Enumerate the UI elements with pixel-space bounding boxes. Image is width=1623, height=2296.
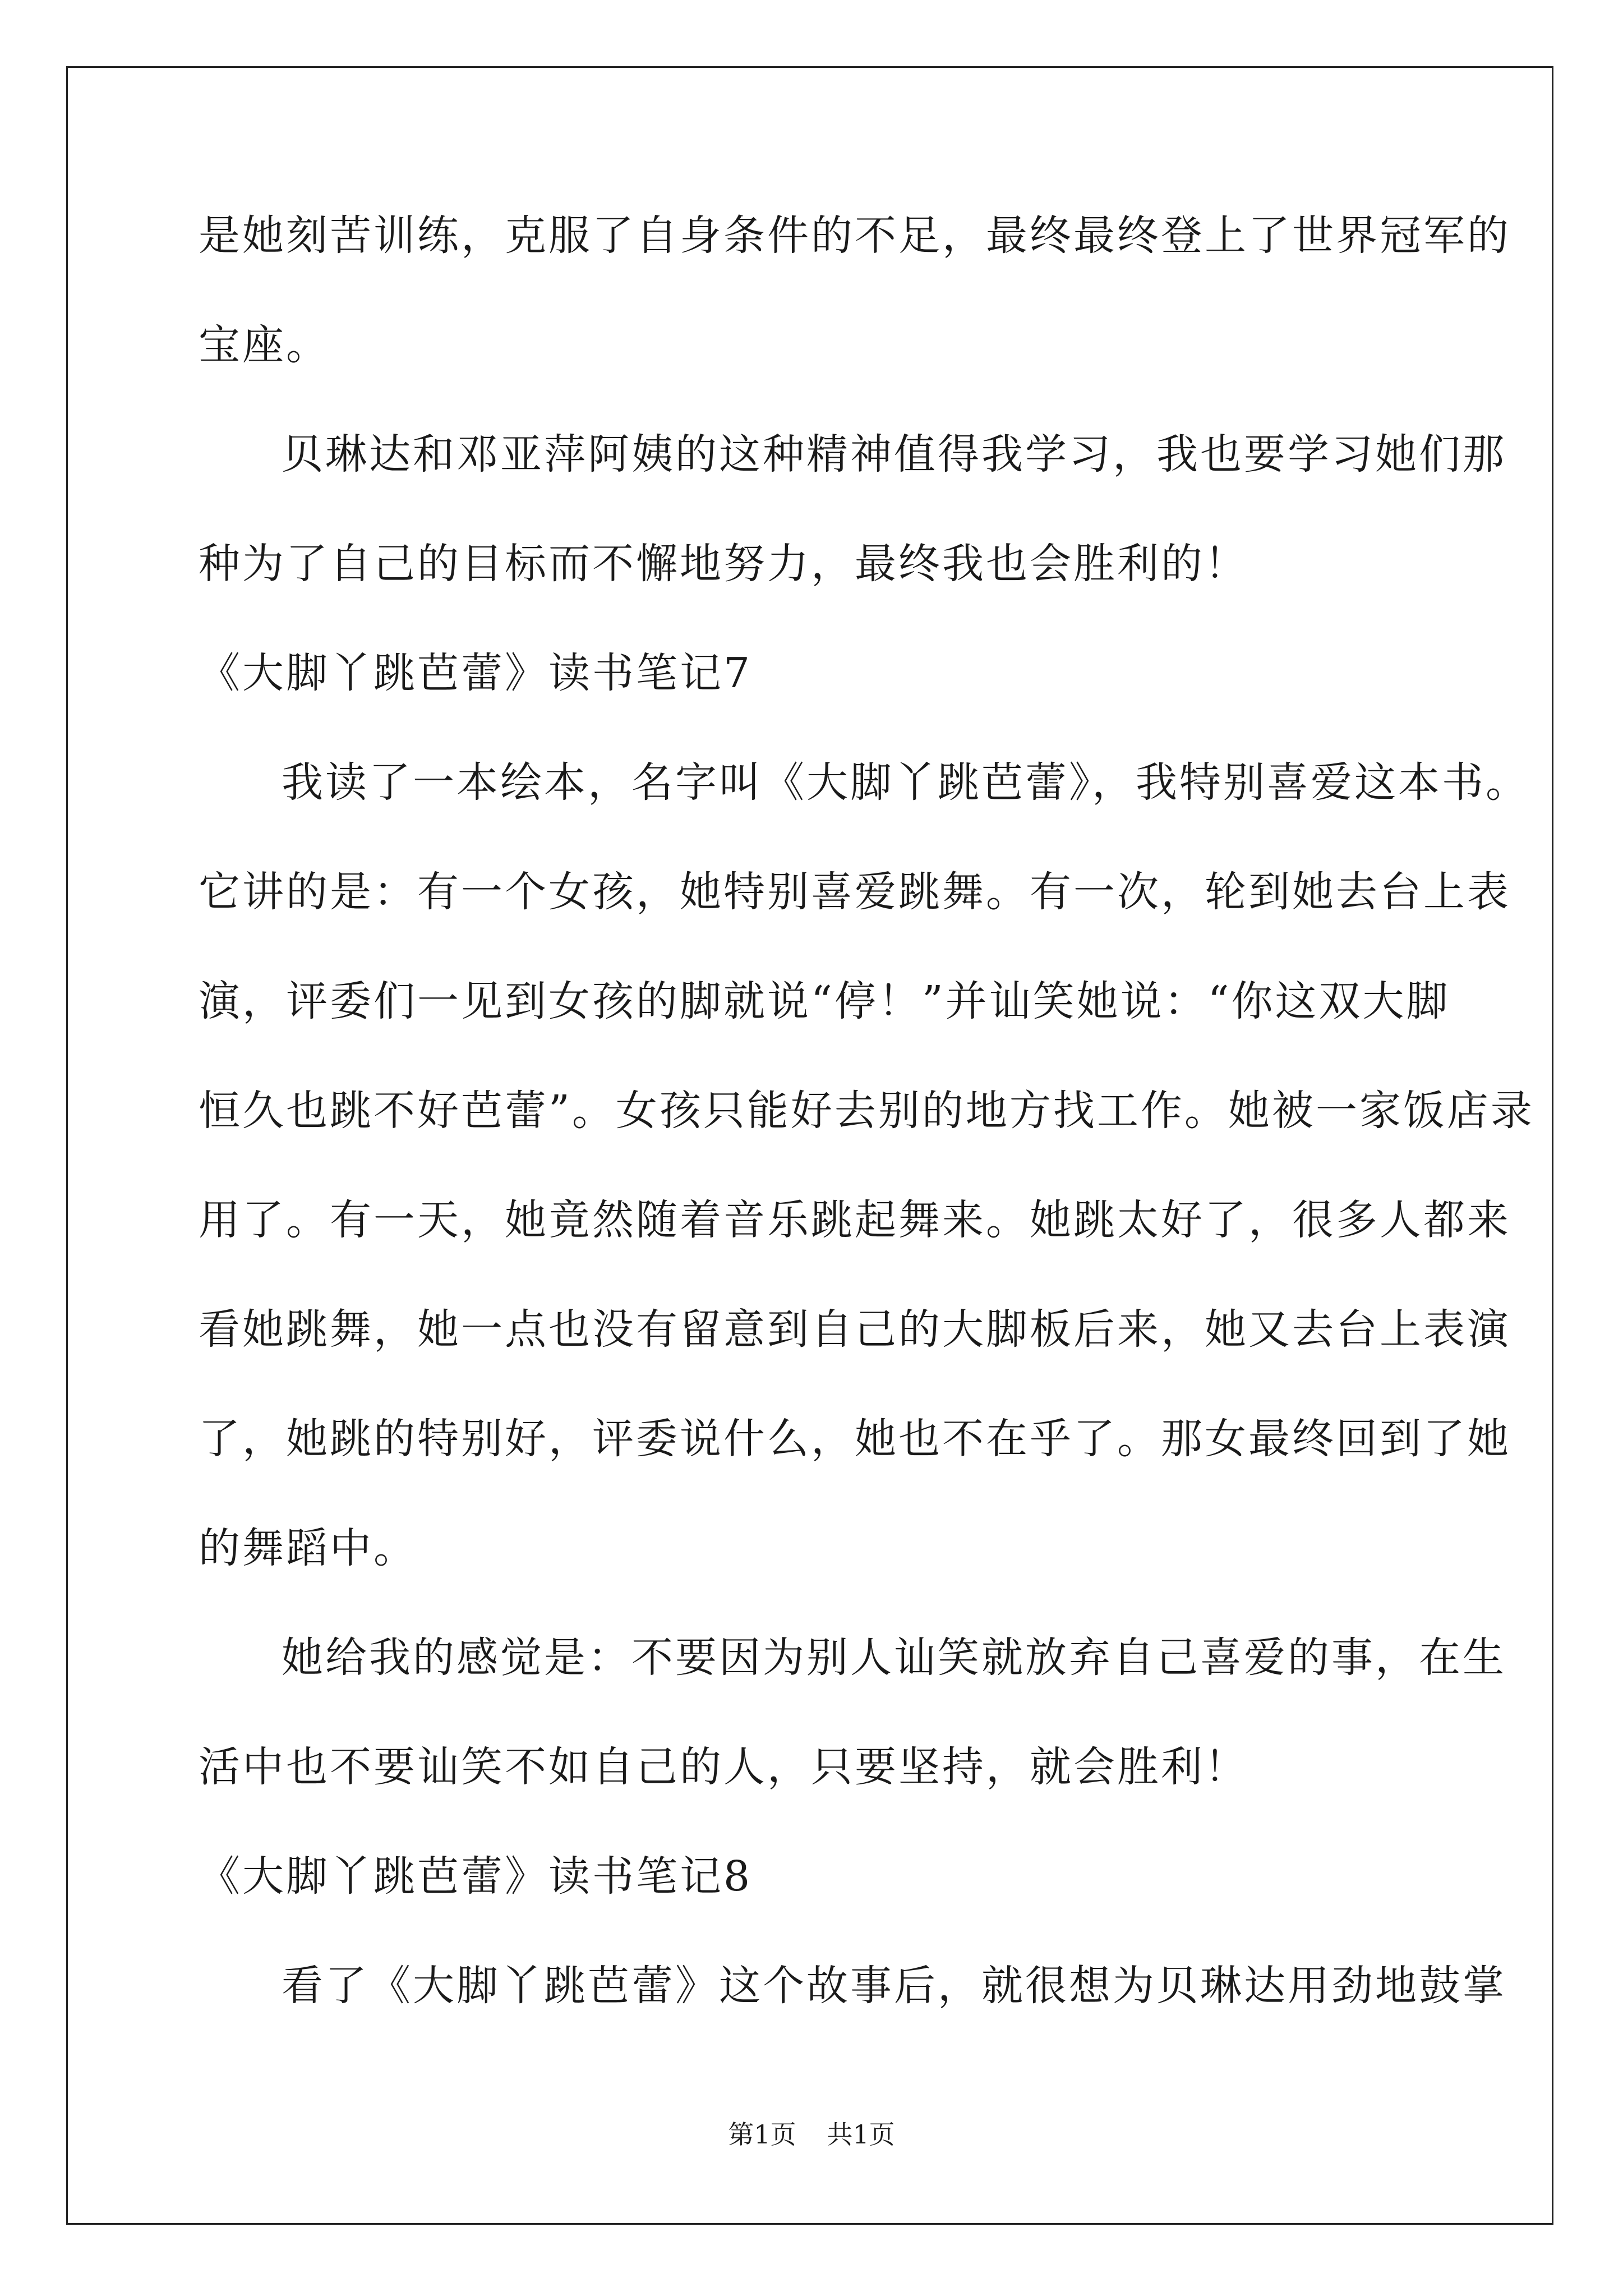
paragraph-2-line-1: 贝琳达和邓亚萍阿姨的这种精神值得我学习，我也要学习她们那 — [282, 430, 1506, 478]
paragraph-4-line-2: 活中也不要讪笑不如自己的人，只要坚持，就会胜利！ — [199, 1743, 1248, 1791]
section-heading-7: 《大脚丫跳芭蕾》读书笔记7 — [199, 649, 753, 697]
paragraph-3-line-4: 恒久也跳不好芭蕾”。女孩只能好去别的地方找工作。她被一家饭店录 — [199, 1087, 1534, 1135]
paragraph-3-line-1: 我读了一本绘本，名字叫《大脚丫跳芭蕾》，我特别喜爱这本书。 — [282, 758, 1529, 807]
paragraph-3-line-5: 用了。有一天，她竟然随着音乐跳起舞来。她跳太好了，很多人都来 — [199, 1196, 1511, 1244]
paragraph-1-line-1: 是她刻苦训练，克服了自身条件的不足，最终最终登上了世界冠军的 — [199, 211, 1511, 260]
paragraph-4-line-1: 她给我的感觉是：不要因为别人讪笑就放弃自己喜爱的事，在生 — [282, 1634, 1506, 1682]
page-footer — [0, 2118, 1623, 2151]
section-heading-8: 《大脚丫跳芭蕾》读书笔记8 — [199, 1852, 753, 1901]
paragraph-3-line-6: 看她跳舞，她一点也没有留意到自己的大脚板后来，她又去台上表演 — [199, 1305, 1511, 1354]
page-number: 第1页 — [728, 2119, 796, 2150]
paragraph-3-line-7: 了，她跳的特别好，评委说什么，她也不在乎了。那女最终回到了她 — [199, 1415, 1511, 1463]
paragraph-3-line-2: 它讲的是：有一个女孩，她特别喜爱跳舞。有一次，轮到她去台上表 — [199, 868, 1511, 916]
document-body — [199, 208, 1534, 2014]
paragraph-5-line-1: 看了《大脚丫跳芭蕾》这个故事后，就很想为贝琳达用劲地鼓掌 — [282, 1962, 1506, 2010]
page-total: 共1页 — [827, 2119, 895, 2150]
paragraph-2-line-2: 种为了自己的目标而不懈地努力，最终我也会胜利的！ — [199, 540, 1248, 588]
paragraph-3-line-8: 的舞蹈中。 — [199, 1524, 417, 1572]
paragraph-3-line-3: 演，评委们一见到女孩的脚就说“停！”并讪笑她说：“你这双大脚 — [199, 977, 1450, 1025]
paragraph-1-line-2: 宝座。 — [199, 321, 330, 369]
